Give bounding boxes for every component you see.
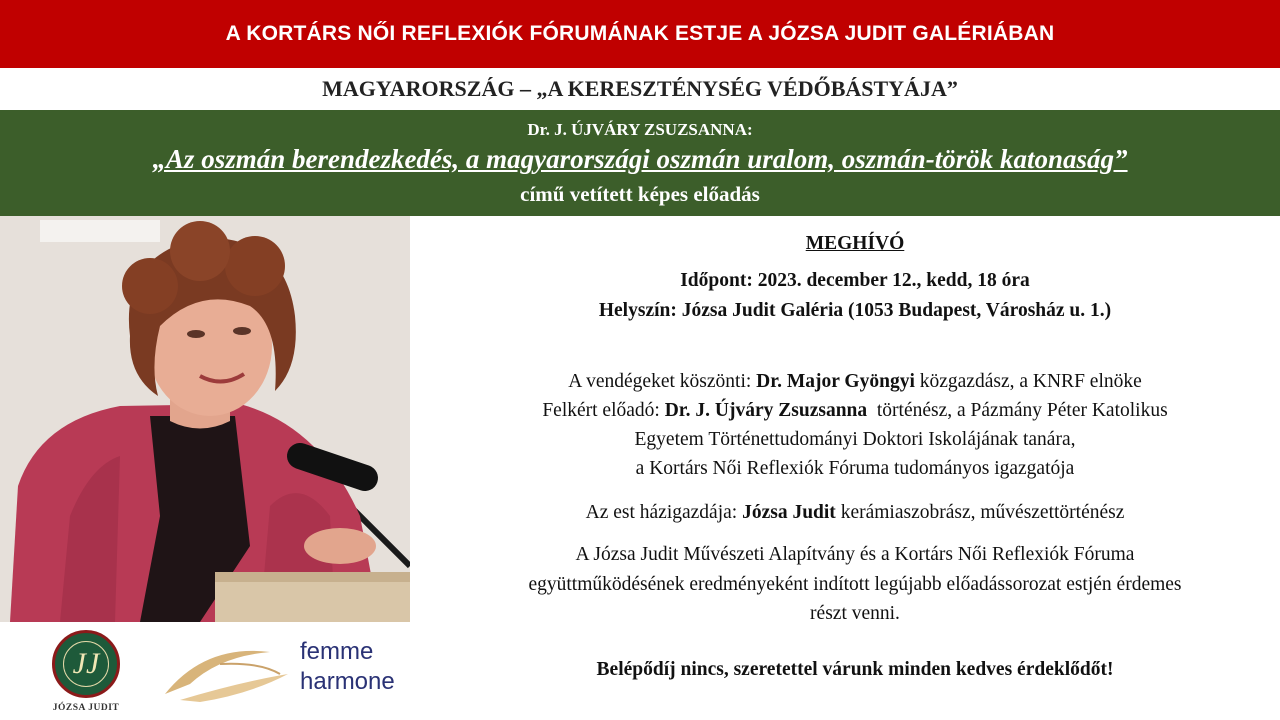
top-banner xyxy=(0,0,1280,68)
collab-line-1: A Józsa Judit Művészeti Alapítvány és a Kortárs Női Reflexiók Fóruma xyxy=(575,544,1135,565)
host-name: Józsa Judit xyxy=(742,502,836,523)
greeting-line xyxy=(430,368,1280,396)
brand-line-2: harmone xyxy=(300,668,395,695)
host-prefix: Az est házigazdája: xyxy=(585,502,743,523)
logo-org-name: JÓZSA JUDIT xyxy=(52,703,120,713)
monogram-icon: JJ xyxy=(63,641,109,687)
entry-note: Belépődíj nincs, szeretettel várunk minden kedves érdeklődőt! xyxy=(596,659,1114,680)
speaker-line xyxy=(430,397,1280,425)
speaker-line-3: a Kortárs Női Reflexiók Fóruma tudományos igazgatója xyxy=(635,458,1075,479)
host-suffix: kerámiaszobrász, művészettörténész xyxy=(835,502,1125,523)
host-line xyxy=(430,499,1280,527)
femme-harmone-logo xyxy=(160,634,410,704)
speaker-name: Dr. J. Újváry Zsuzsanna xyxy=(664,400,868,421)
speaker-photo xyxy=(0,216,410,622)
speaker-prefix: Felkért előadó: xyxy=(542,400,665,421)
collab-line-3: részt venni. xyxy=(810,603,900,624)
jozsa-judit-logo xyxy=(48,630,124,720)
speaker-line-2: Egyetem Történettudományi Doktori Iskolájának tanára, xyxy=(634,429,1076,450)
swoosh-icon xyxy=(160,634,300,704)
series-title: MAGYARORSZÁG – „A KERESZTÉNYSÉG VÉDŐBÁSTYÁJA” xyxy=(322,76,958,101)
banner-title: A KORTÁRS NŐI REFLEXIÓK FÓRUMÁNAK ESTJE A JÓZSA JUDIT GALÉRIÁBAN xyxy=(225,22,1055,45)
greeting-suffix: közgazdász, a KNRF elnöke xyxy=(914,371,1142,392)
series-title-band xyxy=(0,68,1280,110)
lecture-speaker: Dr. J. ÚJVÁRY ZSUZSANNA: xyxy=(527,120,753,139)
greeting-prefix: A vendégeket köszönti: xyxy=(568,371,757,392)
event-time: Időpont: 2023. december 12., kedd, 18 óra xyxy=(680,270,1030,291)
speaker-photo-illustration xyxy=(0,216,410,622)
brand-line-1: femme xyxy=(300,638,374,665)
lecture-band xyxy=(0,110,1280,216)
collab-line-2: együttműködésének eredményeként indított legújabb előadássorozat estjén érdemes xyxy=(528,574,1182,595)
lecture-subtitle: című vetített képes előadás xyxy=(520,182,760,206)
lecture-title: „Az oszmán berendezkedés, a magyarországi oszmán uralom, oszmán-török katonaság” xyxy=(152,144,1128,174)
invitation-heading: MEGHÍVÓ xyxy=(805,233,905,254)
speaker-suffix: történész, a Pázmány Péter Katolikus xyxy=(867,400,1168,421)
event-place: Helyszín: Józsa Judit Galéria (1053 Budapest, Városház u. 1.) xyxy=(598,300,1112,321)
greeting-name: Dr. Major Gyöngyi xyxy=(756,371,915,392)
logo-circle xyxy=(52,630,120,698)
